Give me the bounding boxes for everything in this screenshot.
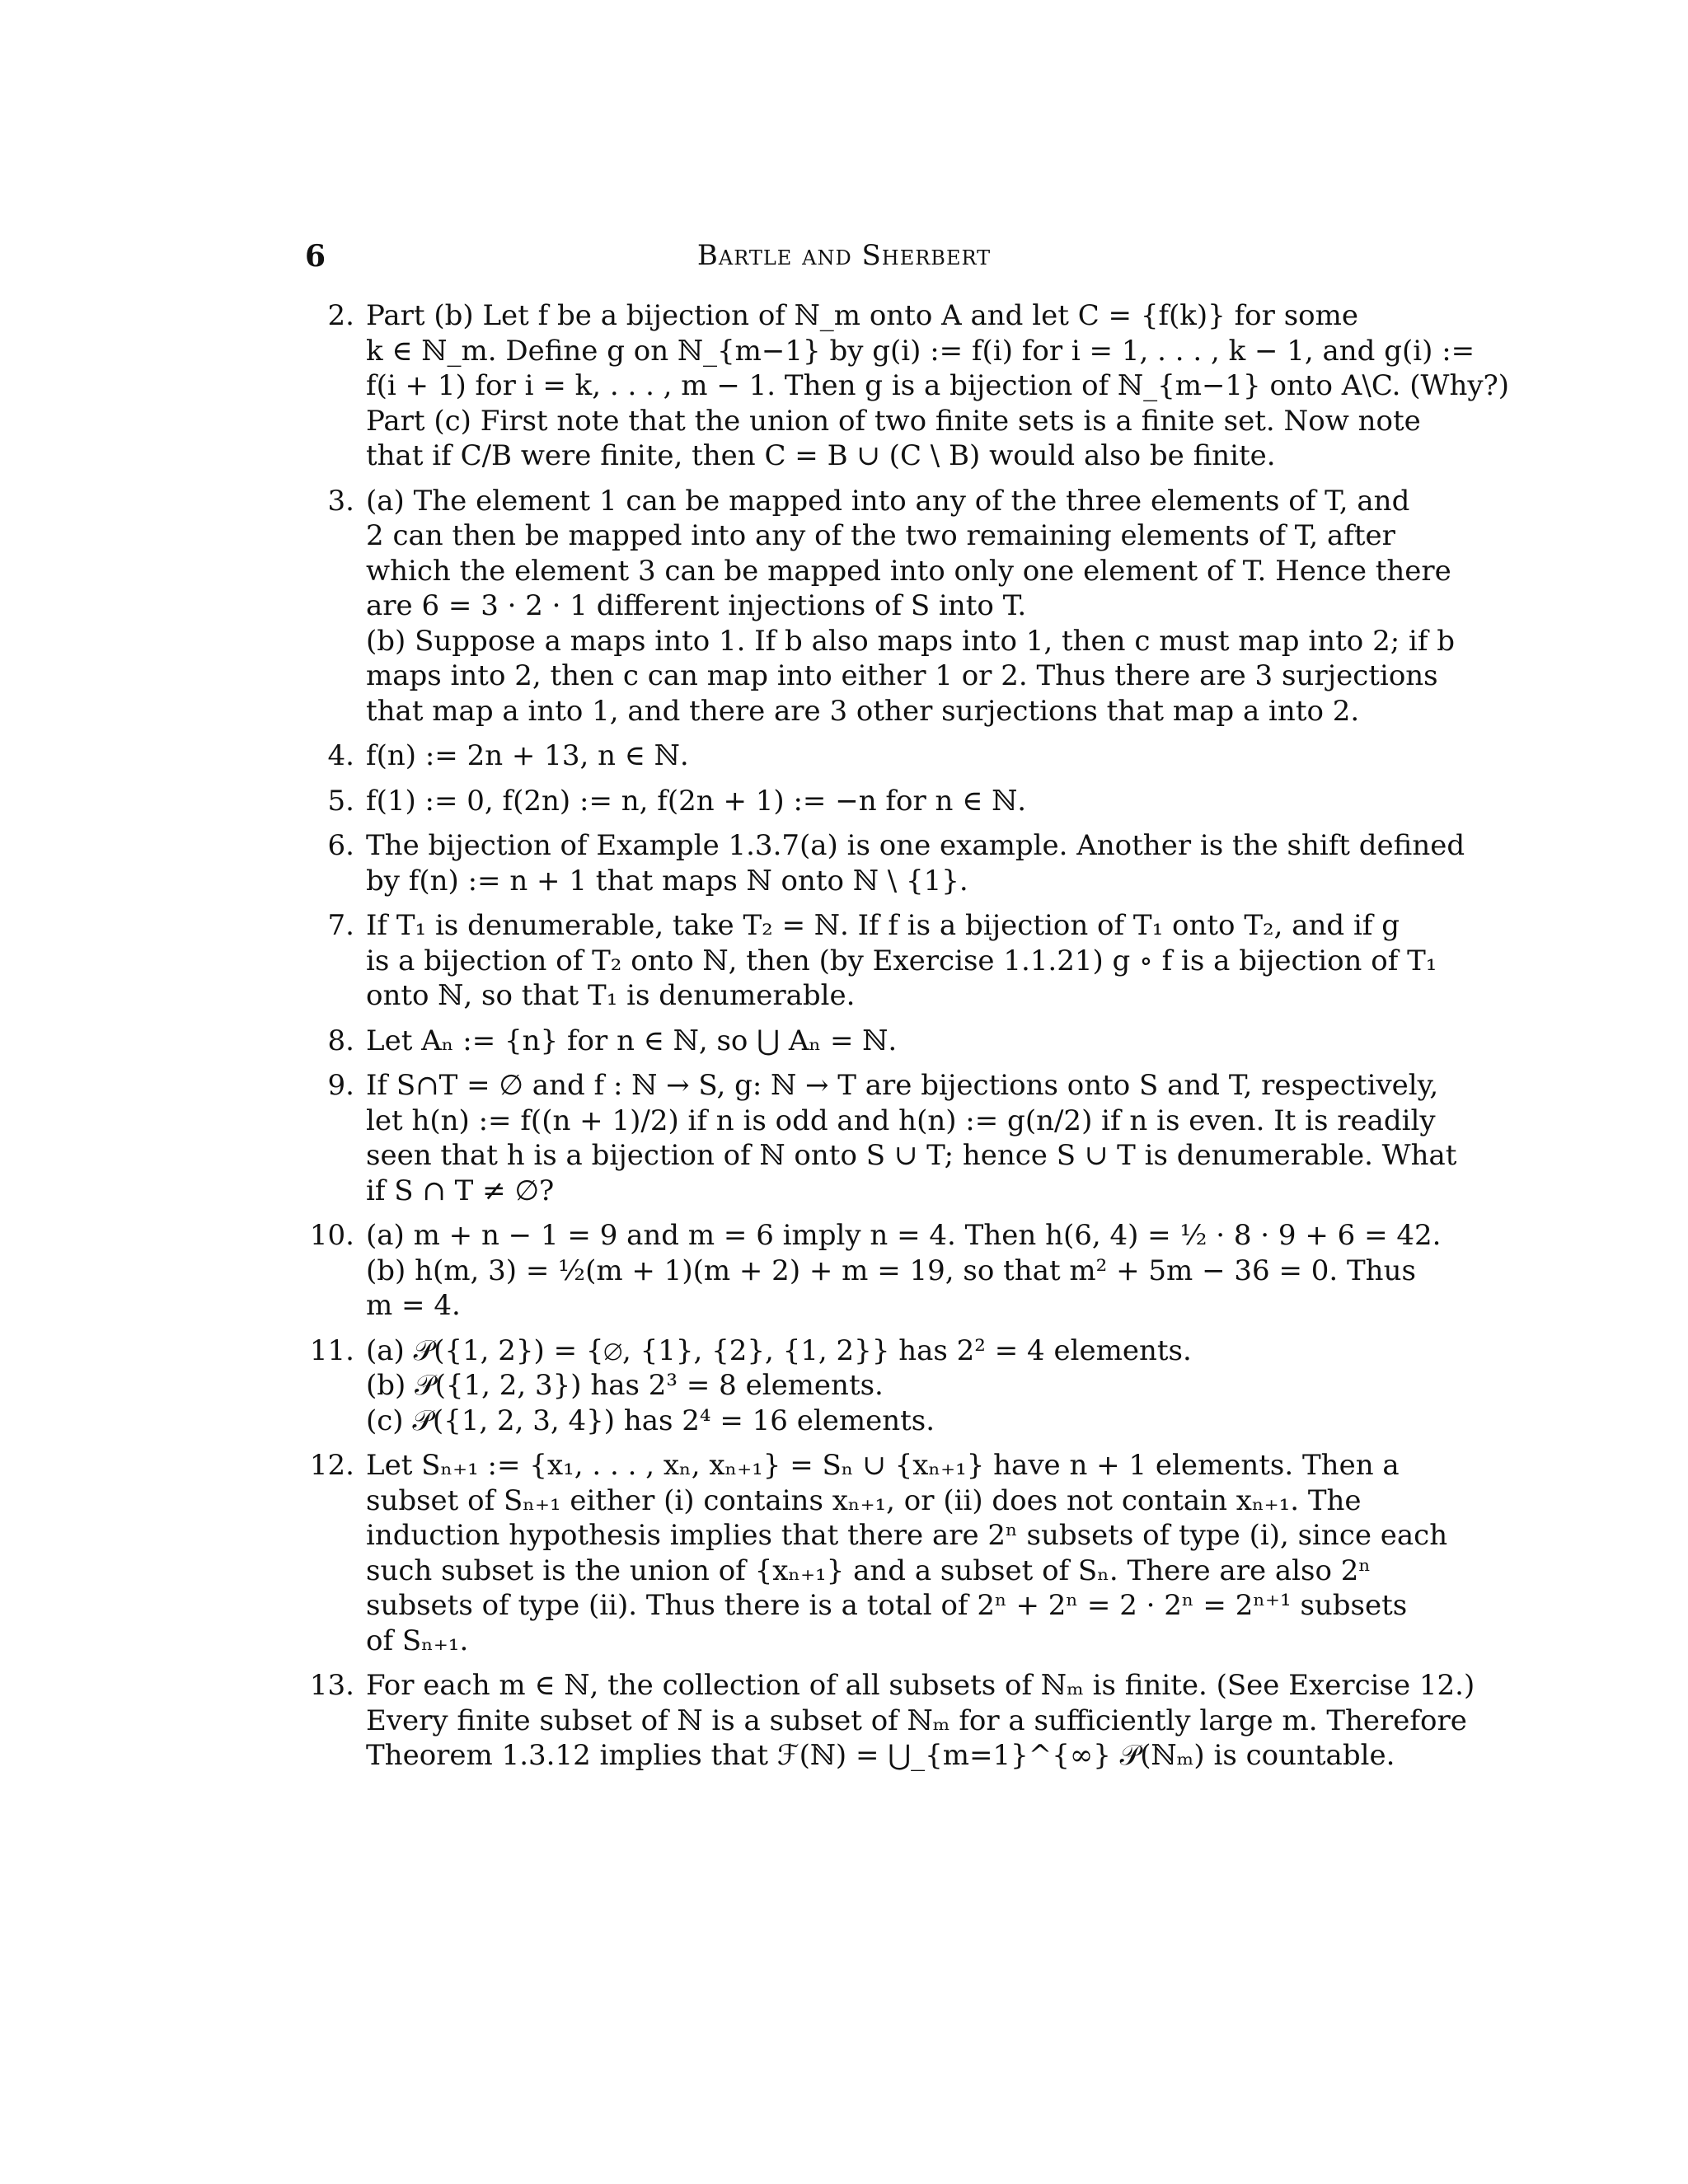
answer-text-line: m = 4. xyxy=(366,1289,461,1322)
answer-text-line: For each m ∈ ℕ, the collection of all subsets of ℕₘ is finite. (See Exercise 12.) xyxy=(366,1669,1475,1702)
answer-text-line: If S∩T = ∅ and f : ℕ → S, g: ℕ → T are bijections onto S and T, respectively, xyxy=(366,1069,1439,1102)
answer-text-line: The bijection of Example 1.3.7(a) is one example. Another is the shift defined xyxy=(366,829,1465,862)
exercise-answer xyxy=(313,784,1368,819)
answer-text-line: let h(n) := f((n + 1)/2) if n is odd and h(n) := g(n/2) if n is even. It is readily xyxy=(366,1104,1436,1137)
exercise-answer xyxy=(309,1218,1442,1324)
exercise-number: 9. xyxy=(327,1069,354,1102)
answer-text-line: (a) m + n − 1 = 9 and m = 6 imply n = 4. Then h(6, 4) = ½ · 8 · 9 + 6 = 42. xyxy=(366,1219,1442,1252)
answer-text-line: (c) 𝒫({1, 2, 3, 4}) has 2⁴ = 16 elements. xyxy=(366,1404,935,1437)
exercise-number: 13. xyxy=(309,1669,354,1702)
answer-list xyxy=(309,298,1510,1783)
exercise-number: 5. xyxy=(327,784,354,818)
answer-text-line: (b) h(m, 3) = ½(m + 1)(m + 2) + m = 19, so that m² + 5m − 36 = 0. Thus xyxy=(366,1254,1416,1287)
exercise-answer xyxy=(309,1333,1368,1439)
answer-text-line: such subset is the union of {xₙ₊₁} and a subset of Sₙ. There are also 2ⁿ xyxy=(366,1554,1372,1587)
answer-text-line: Part (c) First note that the union of two finite sets is a finite set. Now note xyxy=(366,404,1421,438)
answer-text-line: maps into 2, then c can map into either 1 or 2. Thus there are 3 surjections xyxy=(366,659,1438,692)
answer-text-line: (b) 𝒫({1, 2, 3}) has 2³ = 8 elements. xyxy=(366,1369,884,1402)
exercise-answer xyxy=(313,1068,1457,1208)
exercise-answer xyxy=(309,1668,1475,1774)
answer-text-line: if S ∩ T ≠ ∅? xyxy=(366,1174,555,1207)
exercise-answer xyxy=(313,484,1456,729)
answer-text-line: by f(n) := n + 1 that maps ℕ onto ℕ \ {1}. xyxy=(366,864,968,898)
answer-text-line: (a) 𝒫({1, 2}) = {∅, {1}, {2}, {1, 2}} has 2² = 4 elements. xyxy=(366,1333,1192,1367)
exercise-answer xyxy=(313,738,1368,774)
answer-text-line: Let Aₙ := {n} for n ∈ ℕ, so ⋃ Aₙ = ℕ. xyxy=(366,1024,898,1057)
answer-text-line: f(n) := 2n + 13, n ∈ ℕ. xyxy=(366,739,689,772)
answer-text-line: is a bijection of T₂ onto ℕ, then (by Exercise 1.1.21) g ∘ f is a bijection of T₁ xyxy=(366,944,1437,977)
answer-text-line: seen that h is a bijection of ℕ onto S ∪ T; hence S ∪ T is denumerable. What xyxy=(366,1139,1457,1172)
answer-text-line: (b) Suppose a maps into 1. If b also maps into 1, then c must map into 2; if b xyxy=(366,624,1456,658)
answer-text-line: subset of Sₙ₊₁ either (i) contains xₙ₊₁, or (ii) does not contain xₙ₊₁. The xyxy=(366,1483,1362,1517)
exercise-number: 6. xyxy=(327,829,354,862)
answer-text-line: Part (b) Let f be a bijection of ℕ_m onto A and let C = {f(k)} for some xyxy=(366,299,1358,332)
exercise-answer xyxy=(313,828,1465,898)
exercise-number: 8. xyxy=(327,1024,354,1057)
answer-text-line: are 6 = 3 · 2 · 1 different injections of S into T. xyxy=(366,589,1027,622)
answer-text-line: Theorem 1.3.12 implies that ℱ(ℕ) = ⋃_{m=1}^{∞} 𝒫(ℕₘ) is countable. xyxy=(366,1739,1395,1772)
answer-text-line: Let Sₙ₊₁ := {x₁, . . . , xₙ, xₙ₊₁} = Sₙ ∪ {xₙ₊₁} have n + 1 elements. Then a xyxy=(366,1449,1400,1482)
page-number: 6 xyxy=(305,239,326,274)
exercise-number: 12. xyxy=(309,1449,354,1482)
answer-text-line: onto ℕ, so that T₁ is denumerable. xyxy=(366,979,856,1012)
exercise-number: 4. xyxy=(327,739,354,772)
answer-text-line: If T₁ is denumerable, take T₂ = ℕ. If f is a bijection of T₁ onto T₂, and if g xyxy=(366,909,1400,942)
answer-text-line: f(1) := 0, f(2n) := n, f(2n + 1) := −n for n ∈ ℕ. xyxy=(366,784,1027,818)
answer-text-line: that if C/B were finite, then C = B ∪ (C \ B) would also be finite. xyxy=(366,439,1276,472)
exercise-number: 3. xyxy=(327,484,354,518)
answer-text-line: that map a into 1, and there are 3 other surjections that map a into 2. xyxy=(366,694,1360,728)
exercise-answer xyxy=(309,1448,1448,1658)
exercise-answer xyxy=(313,1024,1368,1059)
exercise-number: 10. xyxy=(309,1219,354,1252)
exercise-number: 2. xyxy=(327,299,354,332)
exercise-answer xyxy=(313,298,1510,474)
exercise-number: 11. xyxy=(309,1333,354,1367)
answer-text-line: Every finite subset of ℕ is a subset of ℕₘ for a sufficiently large m. Therefore xyxy=(366,1704,1467,1737)
running-head: Bartle and Sherbert xyxy=(696,239,992,272)
answer-text-line: (a) The element 1 can be mapped into any of the three elements of T, and xyxy=(366,484,1410,518)
exercise-answer xyxy=(313,908,1437,1014)
answer-text-line: k ∈ ℕ_m. Define g on ℕ_{m−1} by g(i) := f(i) for i = 1, . . . , k − 1, and g(i) := xyxy=(366,334,1475,368)
answer-text-line: subsets of type (ii). Thus there is a total of 2ⁿ + 2ⁿ = 2 · 2ⁿ = 2ⁿ⁺¹ subsets xyxy=(366,1589,1408,1622)
answer-text-line: of Sₙ₊₁. xyxy=(366,1624,469,1657)
answer-text-line: 2 can then be mapped into any of the two remaining elements of T, after xyxy=(366,519,1395,552)
exercise-number: 7. xyxy=(327,909,354,942)
answer-text-line: which the element 3 can be mapped into only one element of T. Hence there xyxy=(366,554,1451,588)
answer-text-line: induction hypothesis implies that there are 2ⁿ subsets of type (i), since each xyxy=(366,1519,1448,1552)
answer-text-line: f(i + 1) for i = k, . . . , m − 1. Then g is a bijection of ℕ_{m−1} onto A\C. (Why?) xyxy=(366,369,1510,402)
